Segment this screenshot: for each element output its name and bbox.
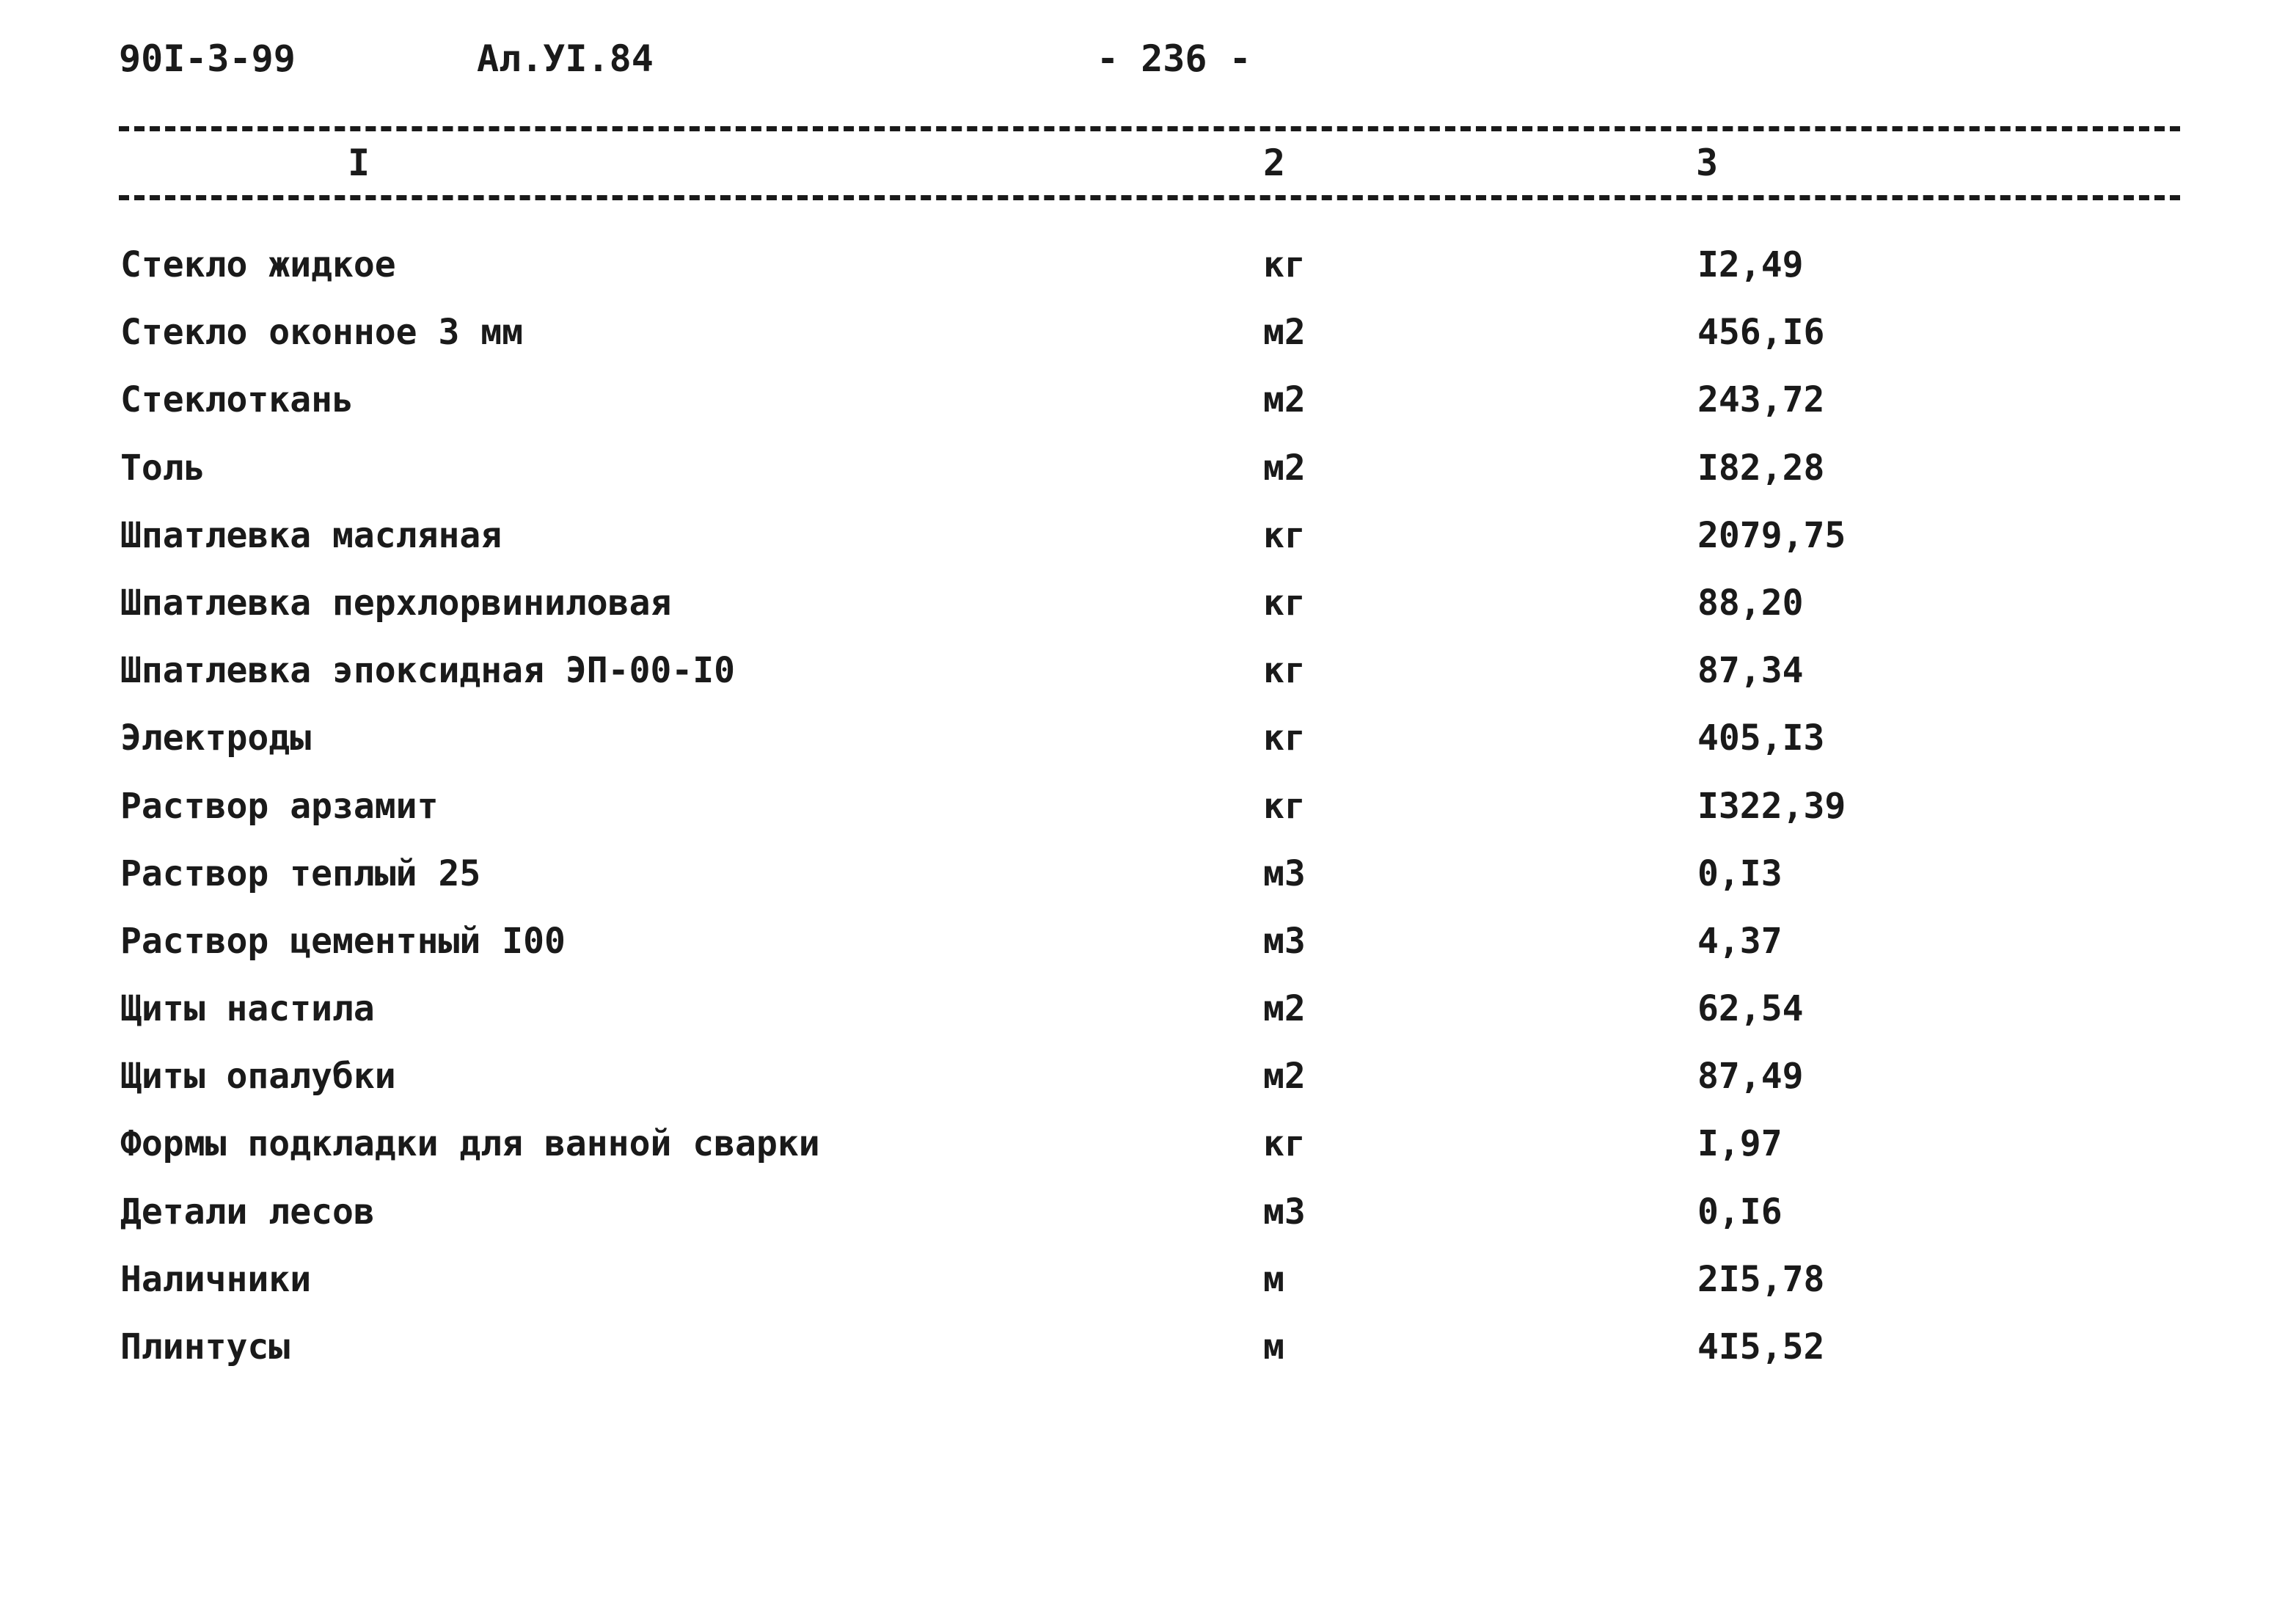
material-quantity: 456,I6: [1697, 312, 1825, 354]
material-unit: м3: [1263, 920, 1306, 962]
material-unit: м2: [1263, 312, 1306, 354]
table-row: [0, 648, 2296, 715]
table-row: [0, 851, 2296, 919]
material-quantity: I82,28: [1697, 447, 1825, 489]
album-sheet: Ал.УI.84: [477, 37, 654, 80]
material-quantity: 2079,75: [1697, 514, 1846, 556]
material-unit: м2: [1263, 447, 1306, 489]
material-name: Стекло оконное 3 мм: [120, 312, 524, 354]
table-row: [0, 1054, 2296, 1121]
table-row: [0, 986, 2296, 1054]
table-row: [0, 919, 2296, 986]
table-row: [0, 1257, 2296, 1324]
material-name: Раствор арзамит: [120, 785, 439, 827]
material-name: Толь: [120, 447, 205, 489]
material-quantity: I,97: [1697, 1123, 1783, 1165]
table-row: [0, 1189, 2296, 1257]
material-name: Стекло жидкое: [120, 244, 396, 285]
material-name: Шпатлевка эпоксидная ЭП-00-I0: [120, 650, 736, 692]
material-unit: м3: [1263, 1191, 1306, 1233]
material-unit: кг: [1263, 514, 1306, 556]
table-row: [0, 784, 2296, 851]
material-quantity: 4I5,52: [1697, 1326, 1825, 1368]
table-row: [0, 445, 2296, 513]
column-header-1: I: [348, 142, 370, 184]
material-quantity: 2I5,78: [1697, 1258, 1825, 1300]
material-quantity: 0,I3: [1697, 852, 1783, 894]
material-quantity: 87,34: [1697, 650, 1804, 692]
material-quantity: I2,49: [1697, 244, 1804, 285]
material-quantity: 87,49: [1697, 1056, 1804, 1098]
header-rule-bottom: [119, 195, 2180, 200]
material-name: Раствор цементный I00: [120, 920, 566, 962]
material-name: Электроды: [120, 717, 312, 759]
material-name: Наличники: [120, 1258, 312, 1300]
table-row: [0, 715, 2296, 783]
page-number: - 236 -: [1097, 37, 1251, 80]
table-row: [0, 580, 2296, 648]
table-row: [0, 310, 2296, 377]
material-unit: м: [1263, 1258, 1284, 1300]
material-name: Щиты настила: [120, 988, 375, 1030]
material-quantity: 405,I3: [1697, 717, 1825, 759]
column-header-2: 2: [1263, 142, 1286, 184]
document-code: 90I-3-99: [119, 37, 296, 80]
material-quantity: 243,72: [1697, 379, 1825, 421]
material-unit: кг: [1263, 717, 1306, 759]
material-unit: м2: [1263, 988, 1306, 1030]
header-rule-top: [119, 126, 2180, 131]
material-unit: кг: [1263, 582, 1306, 624]
material-name: Шпатлевка масляная: [120, 514, 502, 556]
material-unit: кг: [1263, 1123, 1306, 1165]
materials-table: [0, 242, 2296, 1392]
material-name: Формы подкладки для ванной сварки: [120, 1123, 820, 1165]
material-unit: м2: [1263, 379, 1306, 421]
material-unit: м: [1263, 1326, 1284, 1368]
material-name: Детали лесов: [120, 1191, 375, 1233]
table-row: [0, 1324, 2296, 1392]
material-name: Щиты опалубки: [120, 1056, 396, 1098]
table-row: [0, 242, 2296, 310]
material-unit: кг: [1263, 244, 1306, 285]
material-unit: м2: [1263, 1056, 1306, 1098]
column-header-3: 3: [1696, 142, 1719, 184]
material-name: Раствор теплый 25: [120, 852, 481, 894]
material-quantity: I322,39: [1697, 785, 1846, 827]
material-name: Шпатлевка перхлорвиниловая: [120, 582, 672, 624]
material-unit: кг: [1263, 650, 1306, 692]
material-quantity: 62,54: [1697, 988, 1804, 1030]
material-quantity: 88,20: [1697, 582, 1804, 624]
material-unit: кг: [1263, 785, 1306, 827]
table-row: [0, 513, 2296, 580]
material-quantity: 0,I6: [1697, 1191, 1783, 1233]
table-row: [0, 1121, 2296, 1188]
material-name: Стеклоткань: [120, 379, 354, 421]
material-quantity: 4,37: [1697, 920, 1783, 962]
table-row: [0, 377, 2296, 445]
material-unit: м3: [1263, 852, 1306, 894]
material-name: Плинтусы: [120, 1326, 290, 1368]
